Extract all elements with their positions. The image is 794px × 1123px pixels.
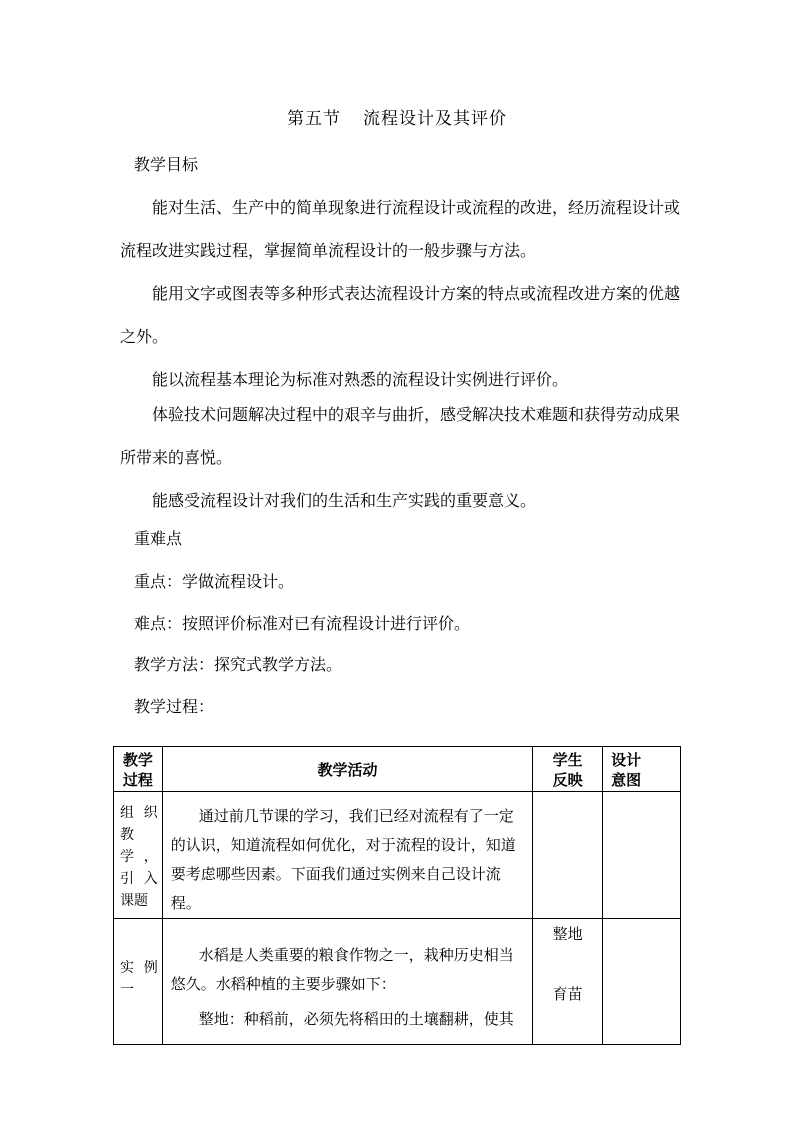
header-intent: 设计 意图: [603, 747, 681, 792]
objective-5: 能感受流程设计对我们的生活和生产实践的重要意义。: [152, 491, 537, 510]
process-heading: 教学过程：: [134, 697, 215, 716]
table-row: [114, 919, 681, 1045]
row-stage: 实例一: [114, 919, 163, 1045]
objective-1: 能对生活、生产中的简单现象进行流程设计或流程的改进，经历流程设计或流程改进实践过程，掌握简单流程设计的一般步骤与方法。: [120, 198, 681, 260]
objectives-heading: 教学目标: [134, 155, 199, 174]
row-intent: [603, 919, 681, 1045]
objective-3: 能以流程基本理论为标准对熟悉的流程设计实例进行评价。: [152, 370, 569, 389]
teaching-method: 教学方法：探究式教学方法。: [134, 655, 343, 674]
objective-4: 体验技术问题解决过程中的艰辛与曲折，感受解决技术难题和获得劳动成果所带来的喜悦。: [120, 405, 681, 467]
row-response: [533, 919, 603, 1045]
page-title: [0, 104, 794, 129]
teaching-process-table: [113, 746, 681, 1045]
header-response: 学生 反映: [533, 747, 603, 792]
section-name: 流程设计及其评价: [363, 109, 507, 129]
objective-2: 能用文字或图表等多种形式表达流程设计方案的特点或流程改进方案的优越之外。: [120, 284, 681, 346]
key-points-heading: 重难点: [134, 529, 183, 548]
key-point: 重点：学做流程设计。: [134, 572, 295, 591]
row-activity: 通过前几节课的学习，我们已经对流程有了一定的认识，知道流程如何优化，对于流程的设计，知道要考虑哪些因素。下面我们通过实例来自己设计流程。: [162, 792, 532, 919]
row-intent: [603, 792, 681, 919]
header-activity: 教学活动: [162, 747, 532, 792]
difficult-point: 难点：按照评价标准对已有流程设计进行评价。: [134, 614, 471, 633]
row-stage: 组织教学，引入课题: [114, 792, 163, 919]
table-header-row: [114, 747, 681, 792]
section-number: 第五节: [287, 109, 341, 129]
response-item: 育苗: [552, 985, 583, 1003]
response-item: 整地: [552, 925, 583, 943]
row-response: [533, 792, 603, 919]
table-row: [114, 792, 681, 919]
header-stage: 教学 过程: [114, 747, 163, 792]
row-activity: 水稻是人类重要的粮食作物之一，栽种历史相当悠久。水稻种植的主要步骤如下： 整地：种稻前，必须先将稻田的土壤翻耕，使其: [162, 919, 532, 1045]
